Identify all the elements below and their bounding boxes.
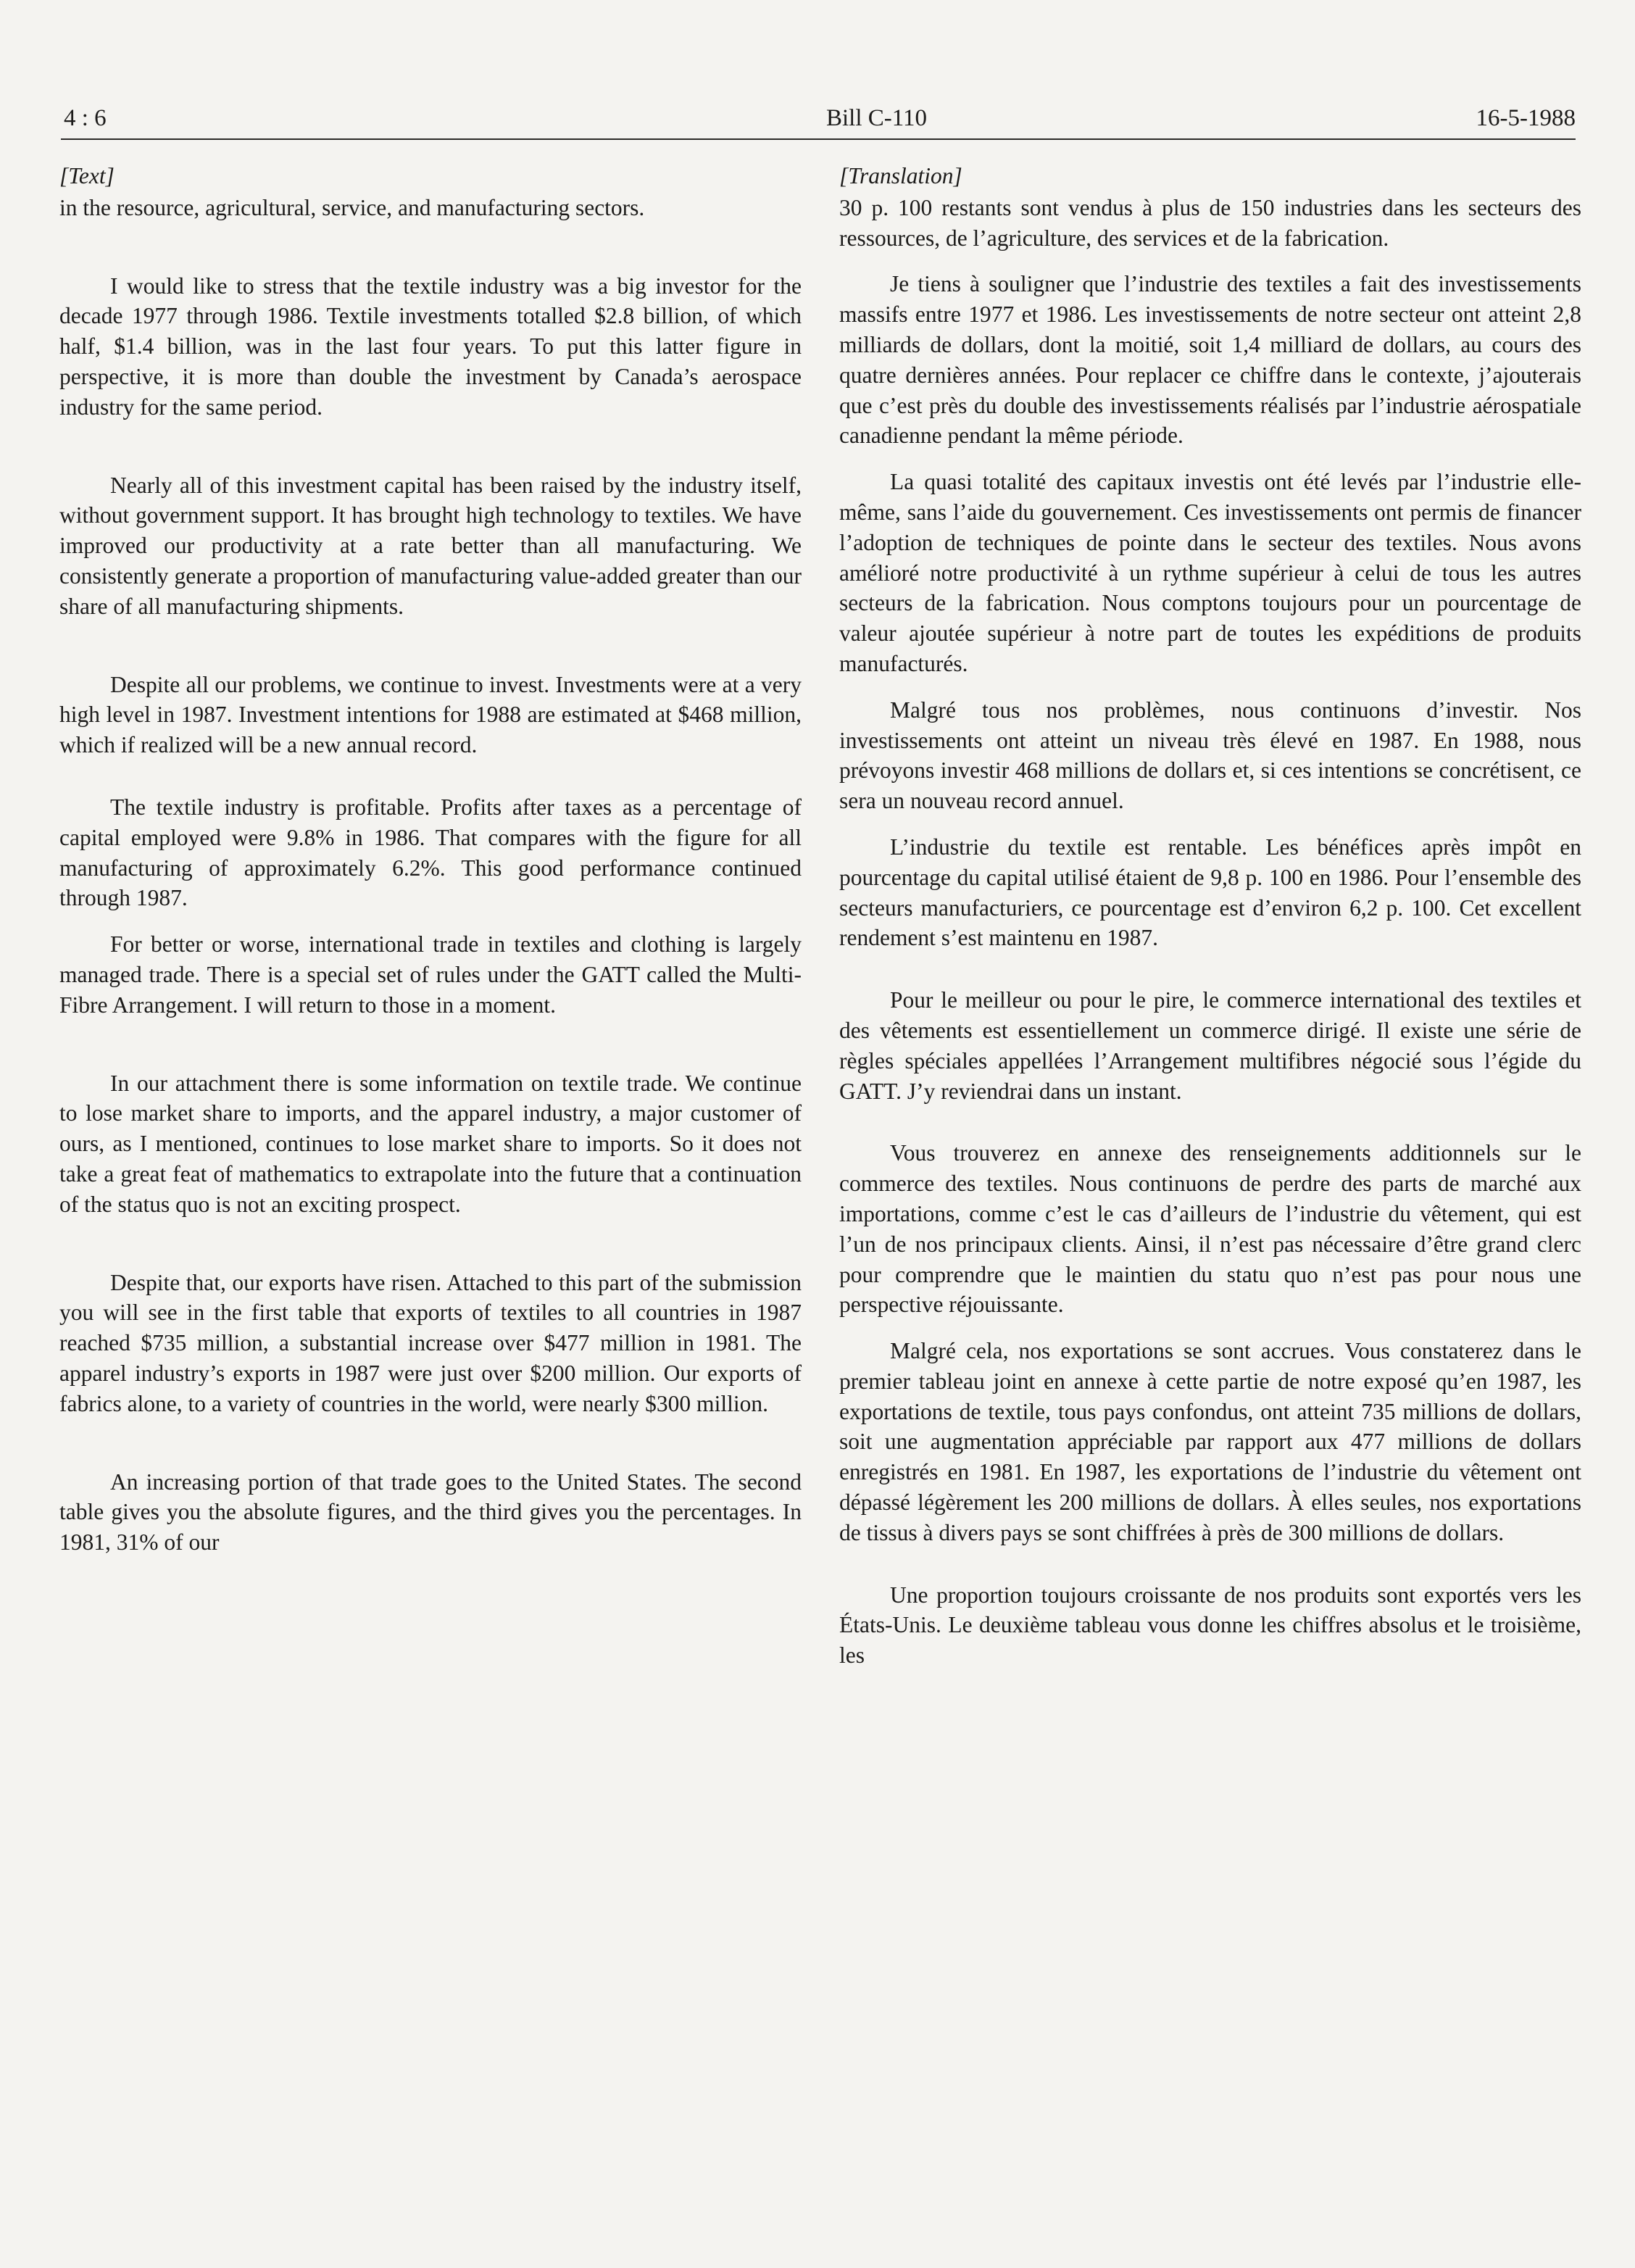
- paragraph: Malgré tous nos problèmes, nous continuons d’investir. Nos investissements ont atteint un niveau très élevé en 1987. En 1988, nous prévoyons investir 468 millions de dollars et, si ces intentions se concrétisent, ce sera un nouveau record annuel.: [839, 697, 1581, 814]
- paragraph: Malgré cela, nos exportations se sont accrues. Vous constaterez dans le premier tableau joint en annexe à cette partie de notre exposé qu’en 1987, les exportations de textile, tous pays confondus, ont atteint 735 millions de dollars, soit une augmentation appréciable par rapport aux 477 millions de dollars enregistrés en 1981. En 1987, les exportations de l’industrie du vêtement ont dépassé légèrement les 200 millions de dollars. À elles seules, nos exportations de tissus à divers pays se sont chiffrées à près de 300 millions de dollars.: [839, 1338, 1581, 1545]
- paragraph: I would like to stress that the textile industry was a big investor for the decade 1977 through 1986. Textile investments totalled $2.8 billion, of which half, $1.4 billion, was in the last four years. To put this latter figure in perspective, it is more than double the investment by Canada’s aerospace industry for the same period.: [59, 273, 802, 420]
- text-label: [Text]: [59, 163, 115, 188]
- french-column: [839, 161, 1581, 1671]
- paragraph: La quasi totalité des capitaux investis ont été levés par l’industrie elle-même, sans l’aide du gouvernement. Ces investissements ont permis de financer l’adoption de techniques de pointe dans le secteur des textiles. Nous avons amélioré notre productivité à un rythme supérieur à celui de tous les autres secteurs de la fabrication. Nous comptons toujours pour un pourcentage de valeur ajoutée supérieur à notre part de toutes les expéditions de produits manufacturés.: [839, 469, 1581, 676]
- english-column: [59, 161, 802, 1558]
- paragraph: An increasing portion of that trade goes to the United States. The second table gives you the absolute figures, and the third gives you the percentages. In 1981, 31% of our: [59, 1469, 802, 1555]
- paragraph: For better or worse, international trade in textiles and clothing is largely managed trade. There is a special set of rules under the GATT called the Multi-Fibre Arrangement. I will return to those in a moment.: [59, 931, 802, 1018]
- paragraph: Nearly all of this investment capital has been raised by the industry itself, without government support. It has brought high technology to textiles. We have improved our productivity at a rate better than all manufacturing. We consistently generate a proportion of manufacturing value-added greater than our share of all manufacturing shipments.: [59, 472, 802, 619]
- paragraph: In our attachment there is some information on textile trade. We continue to lose market share to imports, and the apparel industry, a major customer of ours, as I mentioned, continues to lose market share to imports. So it does not take a great feat of mathematics to extrapolate into the future that a continuation of the status quo is not an exciting prospect.: [59, 1070, 802, 1217]
- translation-label: [Translation]: [839, 163, 962, 188]
- paragraph: L’industrie du textile est rentable. Les bénéfices après impôt en pourcentage du capital utilisé étaient de 9,8 p. 100 en 1986. Pour l’ensemble des secteurs manufacturiers, ce pourcentage est d’environ 6,2 p. 100. Cet excellent rendement s’est maintenu en 1987.: [839, 834, 1581, 951]
- bill-title: Bill C-110: [826, 105, 928, 131]
- page-header: [61, 101, 1576, 135]
- header-date: 16-5-1988: [1476, 105, 1576, 131]
- paragraph: Vous trouverez en annexe des renseignements additionnels sur le commerce des textiles. Nous continuons de perdre des parts de marché aux importations, comme c’est le cas d’ailleurs de l’industrie du vêtement, qui est l’un de nos principaux clients. Ainsi, il n’est pas nécessaire d’être grand clerc pour comprendre que le maintien du statu quo n’est pas pour nous une perspective réjouissante.: [839, 1140, 1581, 1318]
- paragraph: Pour le meilleur ou pour le pire, le commerce international des textiles et des vêtements est essentiellement un commerce dirigé. Il existe une série de règles spéciales appellées l’Arrangement multifibres négocié sous l’égide du GATT. J’y reviendrai dans un instant.: [839, 987, 1581, 1104]
- paragraph: Despite that, our exports have risen. Attached to this part of the submission you will see in the first table that exports of textiles to all countries in 1987 reached $735 million, a substantial increase over $477 million in 1981. The apparel industry’s exports in 1987 were just over $200 million. Our exports of fabrics alone, to a variety of countries in the world, were nearly $300 million.: [59, 1269, 802, 1416]
- paragraph: Despite all our problems, we continue to invest. Investments were at a very high level in 1987. Investment intentions for 1988 are estimated at $468 million, which if realized will be a new annual record.: [59, 671, 802, 758]
- paragraph: Une proportion toujours croissante de nos produits sont exportés vers les États-Unis. Le deuxième tableau vous donne les chiffres absolus et le troisième, les: [839, 1582, 1581, 1669]
- paragraph: in the resource, agricultural, service, and manufacturing sectors.: [59, 194, 645, 220]
- paragraph: Je tiens à souligner que l’industrie des textiles a fait des investissements massifs entre 1977 et 1986. Les investissements de notre secteur ont atteint 2,8 milliards de dollars, dont la moitié, soit 1,4 milliard de dollars, au cours des quatre dernières années. Pour replacer ce chiffre dans le contexte, j’ajouterais que c’est près du double des investissements réalisés par l’industrie aérospatiale canadienne pendant la même période.: [839, 271, 1581, 449]
- page-number: 4 : 6: [64, 105, 107, 131]
- paragraph: 30 p. 100 restants sont vendus à plus de 150 industries dans les secteurs des ressources, de l’agriculture, des services et de la fabrication.: [839, 194, 1581, 251]
- paragraph: The textile industry is profitable. Profits after taxes as a percentage of capital employed were 9.8% in 1986. That compares with the figure for all manufacturing of approximately 6.2%. This good performance continued through 1987.: [59, 794, 802, 911]
- header-rule: [61, 138, 1576, 140]
